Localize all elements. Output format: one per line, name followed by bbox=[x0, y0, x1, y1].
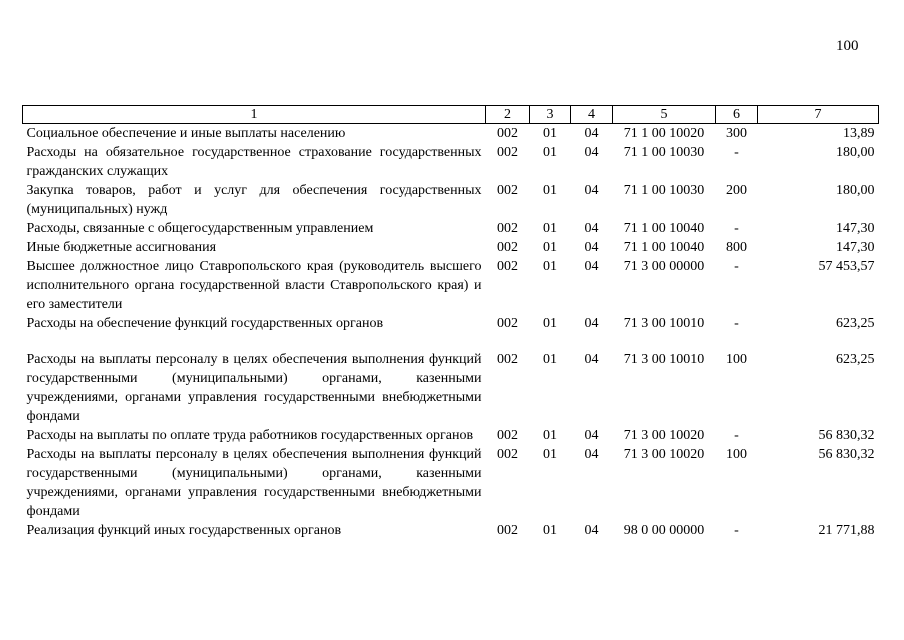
row-amount: 13,89 bbox=[843, 126, 875, 141]
row-admin-code: 002 bbox=[497, 126, 518, 141]
row-section: 01 bbox=[543, 145, 557, 160]
column-header: 3 bbox=[530, 106, 571, 124]
row-article: 71 1 00 10030 bbox=[623, 183, 705, 198]
row-name: Закупка товаров, работ и услуг для обеспечения государственных (муниципальных) нужд bbox=[26, 183, 482, 217]
row-expense-type: - bbox=[734, 145, 739, 160]
table-header-row bbox=[23, 106, 879, 124]
table-row bbox=[23, 521, 879, 540]
row-expense-type: 200 bbox=[726, 183, 747, 198]
table-row bbox=[23, 238, 879, 257]
table-row bbox=[23, 124, 879, 144]
row-admin-code: 002 bbox=[497, 240, 518, 255]
table-row bbox=[23, 257, 879, 314]
row-section: 01 bbox=[543, 447, 557, 462]
page-number: 100 bbox=[836, 38, 859, 54]
row-expense-type: - bbox=[734, 316, 739, 331]
column-header: 1 bbox=[23, 106, 486, 124]
table-row bbox=[23, 219, 879, 238]
row-section: 01 bbox=[543, 183, 557, 198]
row-admin-code: 002 bbox=[497, 428, 518, 443]
row-section: 01 bbox=[543, 316, 557, 331]
row-amount: 147,30 bbox=[836, 221, 875, 236]
row-section: 01 bbox=[543, 221, 557, 236]
row-article: 71 3 00 10010 bbox=[623, 316, 705, 331]
row-subsection: 04 bbox=[584, 126, 599, 141]
row-article: 71 1 00 10020 bbox=[623, 126, 705, 141]
row-expense-type: - bbox=[734, 221, 739, 236]
row-subsection: 04 bbox=[584, 428, 599, 443]
row-article: 71 1 00 10040 bbox=[623, 240, 705, 255]
row-section: 01 bbox=[543, 259, 557, 274]
row-section: 01 bbox=[543, 352, 557, 367]
row-subsection: 04 bbox=[584, 259, 599, 274]
row-name: Расходы на обеспечение функций государственных органов bbox=[26, 316, 384, 331]
column-header: 2 bbox=[486, 106, 530, 124]
row-subsection: 04 bbox=[584, 221, 599, 236]
row-expense-type: - bbox=[734, 523, 739, 538]
row-article: 71 3 00 10020 bbox=[623, 428, 705, 443]
table-row bbox=[23, 314, 879, 350]
table-row bbox=[23, 426, 879, 445]
row-admin-code: 002 bbox=[497, 221, 518, 236]
row-subsection: 04 bbox=[584, 523, 599, 538]
row-subsection: 04 bbox=[584, 447, 599, 462]
column-header: 5 bbox=[613, 106, 716, 124]
row-subsection: 04 bbox=[584, 145, 599, 160]
row-admin-code: 002 bbox=[497, 183, 518, 198]
row-name: Высшее должностное лицо Ставропольского края (руководитель высшего исполнительного органа государственной власти Ставропольского края) и его заместители bbox=[26, 259, 482, 312]
column-header: 4 bbox=[571, 106, 613, 124]
row-name: Расходы на обязательное государственное страхование государственных гражданских служащих bbox=[26, 145, 482, 179]
table-row bbox=[23, 143, 879, 181]
row-admin-code: 002 bbox=[497, 352, 518, 367]
row-article: 71 3 00 10020 bbox=[623, 447, 705, 462]
row-expense-type: 300 bbox=[726, 126, 747, 141]
row-amount: 623,25 bbox=[836, 352, 875, 367]
table-row bbox=[23, 445, 879, 521]
budget-table bbox=[22, 105, 879, 540]
row-amount: 56 830,32 bbox=[818, 428, 875, 443]
row-name: Иные бюджетные ассигнования bbox=[26, 240, 217, 255]
row-admin-code: 002 bbox=[497, 447, 518, 462]
row-subsection: 04 bbox=[584, 240, 599, 255]
row-expense-type: - bbox=[734, 259, 739, 274]
row-section: 01 bbox=[543, 240, 557, 255]
row-subsection: 04 bbox=[584, 183, 599, 198]
row-expense-type: 800 bbox=[726, 240, 747, 255]
row-admin-code: 002 bbox=[497, 259, 518, 274]
row-section: 01 bbox=[543, 523, 557, 538]
row-subsection: 04 bbox=[584, 352, 599, 367]
table-row bbox=[23, 181, 879, 219]
row-article: 71 3 00 10010 bbox=[623, 352, 705, 367]
column-header: 6 bbox=[716, 106, 758, 124]
column-header: 7 bbox=[758, 106, 879, 124]
row-admin-code: 002 bbox=[497, 316, 518, 331]
row-name: Расходы на выплаты персоналу в целях обеспечения выполнения функций государственными (муниципальными) органами, казенными учреждениями, органами управления государственными внебюджетными фондами bbox=[26, 352, 482, 424]
row-subsection: 04 bbox=[584, 316, 599, 331]
row-amount: 180,00 bbox=[836, 183, 875, 198]
row-name: Расходы на выплаты персоналу в целях обеспечения выполнения функций государственными (муниципальными) органами, казенными учреждениями, органами управления государственными внебюджетными фондами bbox=[26, 447, 482, 519]
row-name: Реализация функций иных государственных органов bbox=[26, 523, 342, 538]
row-name: Социальное обеспечение и иные выплаты населению bbox=[26, 126, 346, 141]
row-section: 01 bbox=[543, 428, 557, 443]
row-amount: 57 453,57 bbox=[818, 259, 875, 274]
row-expense-type: - bbox=[734, 428, 739, 443]
row-name: Расходы на выплаты по оплате труда работников государственных органов bbox=[26, 428, 474, 443]
table-row bbox=[23, 350, 879, 426]
row-article: 71 3 00 00000 bbox=[623, 259, 705, 274]
row-name: Расходы, связанные с общегосударственным управлением bbox=[26, 221, 374, 236]
row-expense-type: 100 bbox=[726, 352, 747, 367]
row-expense-type: 100 bbox=[726, 447, 747, 462]
row-amount: 623,25 bbox=[836, 316, 875, 331]
row-amount: 180,00 bbox=[836, 145, 875, 160]
row-section: 01 bbox=[543, 126, 557, 141]
row-article: 98 0 00 00000 bbox=[623, 523, 705, 538]
row-article: 71 1 00 10030 bbox=[623, 145, 705, 160]
row-admin-code: 002 bbox=[497, 145, 518, 160]
row-admin-code: 002 bbox=[497, 523, 518, 538]
row-amount: 147,30 bbox=[836, 240, 875, 255]
row-article: 71 1 00 10040 bbox=[623, 221, 705, 236]
row-amount: 56 830,32 bbox=[818, 447, 875, 462]
row-amount: 21 771,88 bbox=[818, 523, 875, 538]
